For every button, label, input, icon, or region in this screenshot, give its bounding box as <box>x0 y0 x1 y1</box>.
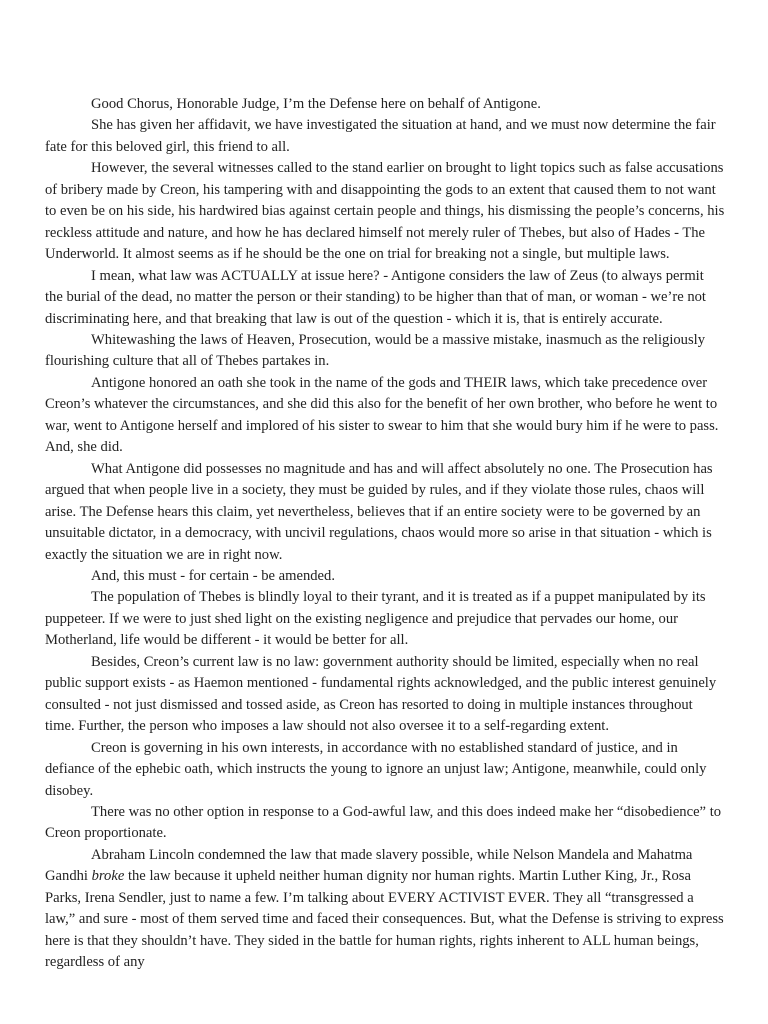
activists-italic-word: broke <box>91 868 125 885</box>
paragraph-activists <box>45 845 725 974</box>
activists-text-start: Abraham Lincoln condemned the law that made slavery possible, while Nelson Mandela and Mahatma Gandhi <box>45 846 693 885</box>
paragraph-no-option: There was no other option in response to a God-awful law, and this does indeed make her “disobedience” to Creon proportionate. <box>45 803 722 842</box>
paragraph-population: The population of Thebes is blindly loyal to their tyrant, and it is treated as if a puppet manipulated by its puppeteer. If we were to just shed light on the existing negligence and prejudice that pervades our home, our Motherland, life would be different - it would be better for all. <box>45 589 706 649</box>
paragraph-amended: And, this must - for certain - be amended. <box>91 567 335 584</box>
paragraph-magnitude: What Antigone did possesses no magnitude and has and will affect absolutely no one. The Prosecution has argued that when people live in a society, they must be guided by rules, and if they violate those rules, chaos will arise. The Defense hears this claim, yet nevertheless, believes that if an entire society were to be governed by an unsuitable dictator, in a democracy, with uncivil regulations, chaos would more so arise in that situation - which is exactly the situation we are in right now. <box>45 460 713 563</box>
paragraph-oath: Antigone honored an oath she took in the name of the gods and THEIR laws, which take precedence over Creon’s whatever the circumstances, and she did this also for the benefit of her own brother, who before he went to war, went to Antigone herself and implored of his sister to swear to him that she would bury him if he were to pass. And, she did. <box>45 374 719 456</box>
paragraph-governing: Creon is governing in his own interests, in accordance with no established standard of justice, and in defiance of the ephebic oath, which instructs the young to ignore an unjust law; Antigone, meanwhile, could only disobey. <box>45 739 707 799</box>
paragraph-whitewashing: Whitewashing the laws of Heaven, Prosecution, would be a massive mistake, inasmuch as the religiously flourishing culture that all of Thebes partakes in. <box>45 331 706 370</box>
paragraph-law-at-issue: I mean, what law was ACTUALLY at issue here? - Antigone considers the law of Zeus (to always permit the burial of the dead, no matter the person or their standing) to be higher than that of man, or woman - we’re not discriminating here, and that breaking that law is out of the question - which it is, that is entirely accurate. <box>45 267 706 327</box>
document-body <box>45 94 725 974</box>
paragraph-no-law: Besides, Creon’s current law is no law: government authority should be limited, especially when no real public support exists - as Haemon mentioned - fundamental rights acknowledged, and the public interest genuinely consulted - not just dismissed and tossed aside, as Creon has resorted to doing in multiple instances throughout time. Further, the person who imposes a law should not also oversee it to a self-regarding extent. <box>45 653 717 735</box>
paragraph-affidavit: She has given her affidavit, we have investigated the situation at hand, and we must now determine the fair fate for this beloved girl, this friend to all. <box>45 117 716 155</box>
paragraph-opening: Good Chorus, Honorable Judge, I’m the Defense here on behalf of Antigone. <box>91 96 541 112</box>
activists-text-end: the law because it upheld neither human dignity nor human rights. Martin Luther King, Jr., Rosa Parks, Irena Sendler, just to name a few. I’m talking about EVERY ACTIVIST EVER. They all “transgressed a law,” and sure - most of them served time and faced their consequences. But, what the Defense is striving to express here is that they shouldn’t have. They sided in the battle for human rights, rights inherent to ALL human beings, regardless of any <box>45 868 724 971</box>
paragraph-witnesses: However, the several witnesses called to the stand earlier on brought to light topics such as false accusations of bribery made by Creon, his tampering with and disappointing the gods to an extent that caused them to not want to even be on his side, his hardwired bias against certain people and things, his dismissing the people’s concerns, his reckless attitude and nature, and how he has declared himself not merely ruler of Thebes, but also of Hades - The Underworld. It almost seems as if he should be the one on trial for breaking not a single, but multiple laws. <box>45 160 725 263</box>
